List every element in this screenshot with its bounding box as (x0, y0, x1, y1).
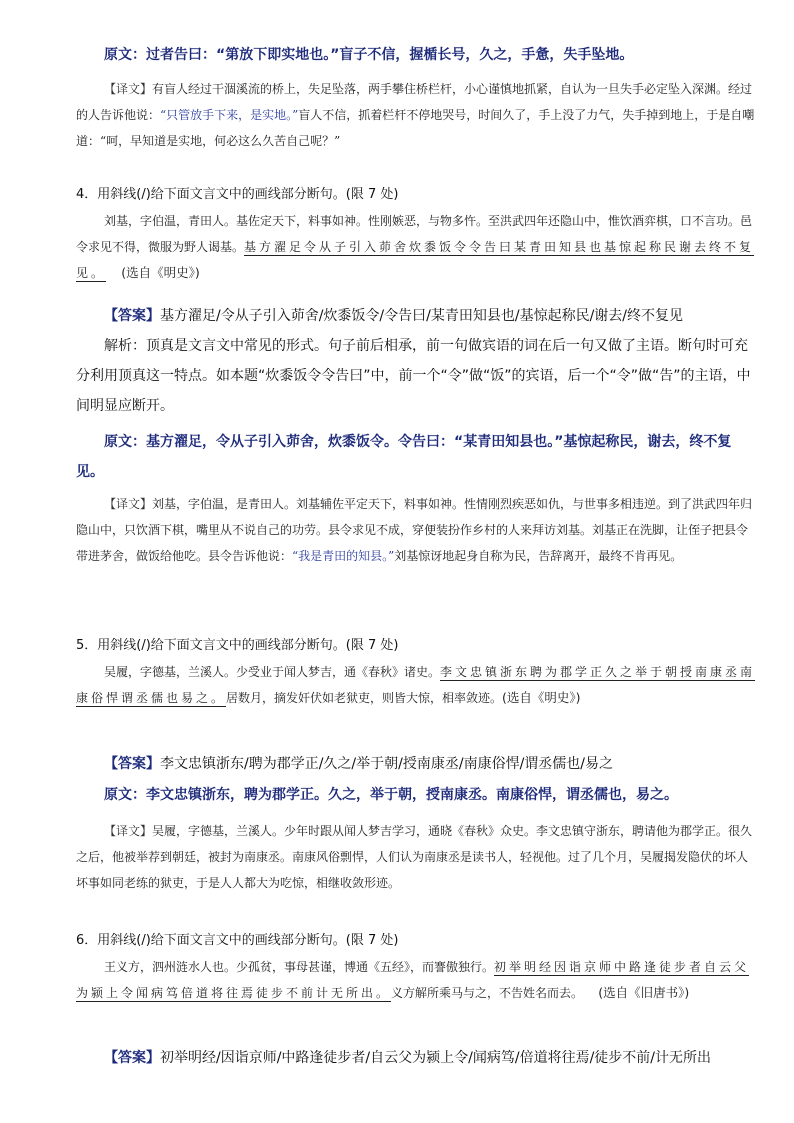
passage-text: 刘基，字伯温，青田人。基佐定天下，料事如神。性刚嫉恶，与物多忤。至洪武四年还隐山中，惟饮酒弈棋，口不言功。邑令求见不得，微服为野人谒基。 (76, 214, 753, 254)
translation-quote: “只管放手下来，是实地。” (160, 108, 299, 122)
translation-tag: 【译文】 (104, 824, 153, 838)
question-4-translation (76, 491, 756, 569)
source-citation: (选自《旧唐书》) (598, 985, 690, 1000)
question-4-passage (76, 208, 756, 286)
question-5-original (76, 780, 756, 810)
question-4 (76, 182, 756, 208)
question-6 (76, 928, 756, 954)
question-title: 6．用斜线(/)给下面文言文中的画线部分断句。(限 7 处) (76, 933, 399, 948)
explanation-text: 解析：顶真是文言文中常见的形式。句子前后相承，前一句做宾语的词在后一句又做了主语。断句时可充分利用顶真这一特点。如本题“炊黍饭令令告曰”中，前一个“令”做“饭”的宾语，后一个“令”做“告”的主语，中间明显应断开。 (76, 338, 751, 414)
answer-text: 初举明经/因诣京师/中路逢徒步者/自云父为颍上令/闻病笃/倍道将往焉/徒步不前/计无所出 (160, 1050, 712, 1066)
underlined-passage: 基方濯足令从子引入茆舍炊黍饭令令告曰某青田知县也基惊起称民谢去终不复见。 (76, 240, 755, 280)
original-text: 原文：李文忠镇浙东，聘为郡学正。久之，举于朝，授南康丞。南康俗悍，谓丞儒也，易之。 (104, 787, 678, 803)
answer-tag: 【答案】 (104, 308, 160, 324)
underlined-passage: 初举明经因诣京师中路逢徒步者自云父为颍上令闻病笃倍道将往焉徒步不前计无所出。 (76, 960, 750, 1000)
question-6-passage (76, 954, 756, 1006)
translation-quote: “我是青田的知县。” (292, 549, 395, 563)
translation-text: 刘基惊讶地起身自称为民，告辞离开，最终不肯再见。 (394, 549, 683, 563)
answer-tag: 【答案】 (104, 756, 160, 772)
question-6-answer (76, 1044, 756, 1072)
question-4-explanation (76, 331, 756, 421)
question-5 (76, 633, 756, 659)
s3-translation (76, 76, 756, 154)
translation-text: 有盲人经过干涸溪流的桥上，失足坠落，两手攀住桥栏杆，小心谨慎地抓紧，自认为一旦失手必定坠入深渊。经过的人告诉他说： (76, 82, 753, 122)
question-title: 4．用斜线(/)给下面文言文中的画线部分断句。(限 7 处) (76, 187, 399, 202)
original-text: 原文：过者告曰：“第放下即实地也。”盲子不信，握楯长号，久之，手惫，失手坠地。 (104, 47, 634, 63)
answer-text: 基方濯足/令从子引入茆舍/炊黍饭令/令告曰/某青田知县也/基惊起称民/谢去/终不复见 (160, 308, 684, 324)
question-4-original (76, 427, 756, 487)
original-text: 原文：基方濯足，令从子引入茆舍，炊黍饭令。令告曰：“某青田知县也。”基惊起称民，谢去，终不复见。 (76, 434, 732, 480)
question-5-answer (76, 750, 756, 778)
underlined-passage: 李文忠镇浙东聘为郡学正久之举于朝授南康丞南康俗悍谓丞儒也易之。 (76, 665, 756, 705)
answer-text: 李文忠镇浙东/聘为郡学正/久之/举于朝/授南康丞/南康俗悍/谓丞儒也/易之 (160, 756, 614, 772)
passage-text: 王义方，泗州涟水人也。少孤贫，事母甚谨，博通《五经》，而謇傲独行。 (104, 960, 495, 974)
question-5-translation (76, 818, 756, 896)
s3-original-text (76, 40, 756, 70)
translation-text: 刘基，字伯温，是青田人。刘基辅佐平定天下，料事如神。性情刚烈疾恶如仇，与世事多相违逆。到了洪武四年归隐山中，只饮酒下棋，嘴里从不说自己的功劳。县令求见不成，穿便装扮作乡村的人来拜访刘基。刘基正在洗脚，让侄子把县令带进茅舍，做饭给他吃。县令告诉他说： (76, 497, 753, 563)
passage-text: 居数月，摘发奸伏如老狱吏，则皆大惊，相率敛迹。 (226, 691, 503, 705)
passage-text: 吴履，字德基，兰溪人。少受业于闻人梦吉，通《春秋》诸史。 (104, 665, 441, 679)
question-title: 5．用斜线(/)给下面文言文中的画线部分断句。(限 7 处) (76, 638, 399, 653)
passage-text: 义方解所乘马与之，不告姓名而去。 (391, 986, 584, 1000)
translation-text: 盲人不信，抓着栏杆不停地哭号，时间久了，手上没了力气，失手掉到地上，于是自嘲道：“呵，早知道是实地，何必这么久苦自己呢？” (76, 108, 755, 148)
translation-tag: 【译文】 (104, 497, 153, 511)
source-citation: (选自《明史》) (121, 265, 200, 280)
question-4-answer (76, 302, 756, 330)
translation-tag: 【译文】 (104, 82, 153, 96)
answer-tag: 【答案】 (104, 1050, 160, 1066)
question-5-passage (76, 659, 756, 711)
translation-text: 吴履，字德基，兰溪人。少年时跟从闻人梦吉学习，通晓《春秋》众史。李文忠镇守浙东，聘请他为郡学正。很久之后，他被举荐到朝廷，被封为南康丞。南康风俗剽悍，人们认为南康丞是读书人，轻视他。过了几个月，吴履揭发隐伏的坏人坏事如同老练的狱吏，于是人人都大为吃惊，相继收敛形迹。 (76, 824, 753, 890)
source-citation: (选自《明史》) (502, 690, 581, 705)
